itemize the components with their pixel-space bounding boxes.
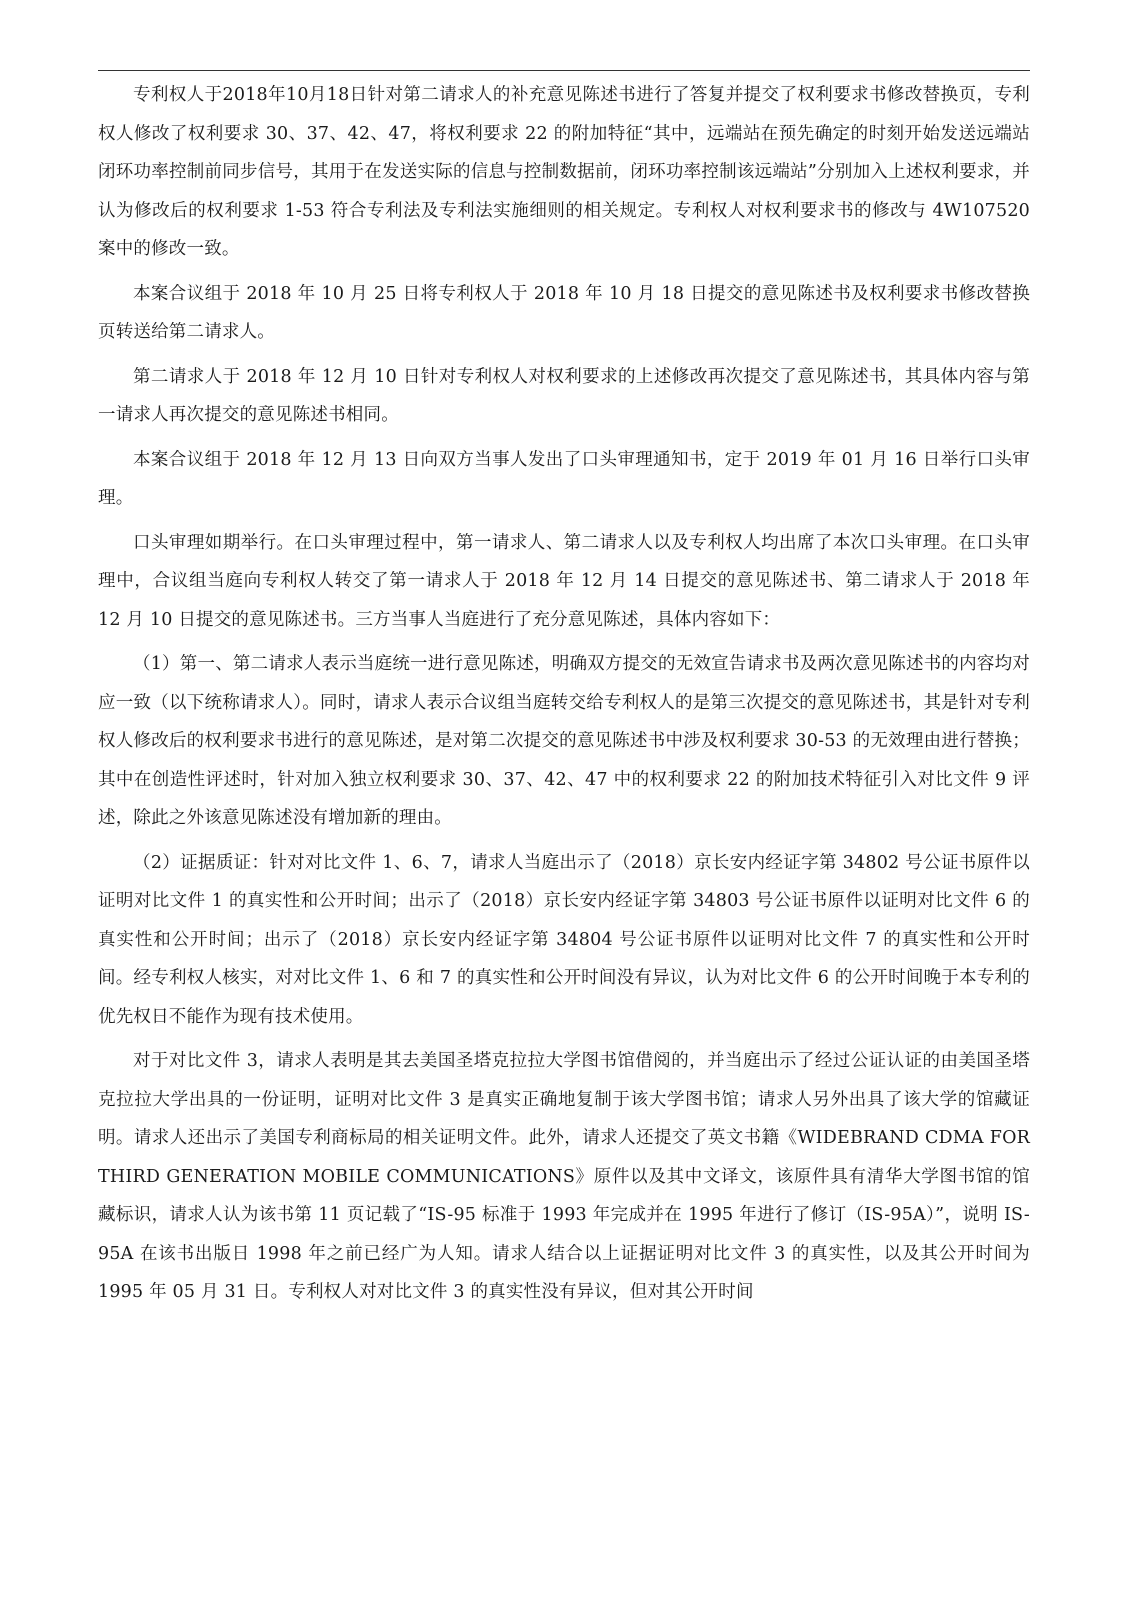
paragraph-claims-amendment: 专利权人于2018年10月18日针对第二请求人的补充意见陈述书进行了答复并提交了权利要求书修改替换页，专利权人修改了权利要求 30、37、42、47，将权利要求 22 的附加特征“其中，远端站在预先确定的时刻开始发送远端站闭环功率控制前同步信号，其用于在发送实际的信息与控制数据前，闭环功率控制该远端站”分别加入上述权利要求，并认为修改后的权利要求 1-53 符合专利法及专利法实施细则的相关规定。专利权人对权利要求书的修改与 4W107520 案中的修改一致。 [98, 85, 1030, 259]
paragraph-forwarding: 本案合议组于 2018 年 10 月 25 日将专利权人于 2018 年 10 月 18 日提交的意见陈述书及权利要求书修改替换页转送给第二请求人。 [98, 283, 1030, 342]
header-rule [98, 70, 1030, 71]
paragraph-oral-hearing: 口头审理如期举行。在口头审理过程中，第一请求人、第二请求人以及专利权人均出席了本次口头审理。在口头审理中，合议组当庭向专利权人转交了第一请求人于 2018 年 12 月 14 日提交的意见陈述书、第二请求人于 2018 年 12 月 10 日提交的意见陈述书。三方当事人当庭进行了充分意见陈述，具体内容如下： [98, 532, 1030, 630]
paragraph-item-1: （1）第一、第二请求人表示当庭统一进行意见陈述，明确双方提交的无效宣告请求书及两次意见陈述书的内容均对应一致（以下统称请求人）。同时，请求人表示合议组当庭转交给专利权人的是第三次提交的意见陈述书，其是针对专利权人修改后的权利要求书进行的意见陈述，是对第二次提交的意见陈述书中涉及权利要求 30-53 的无效理由进行替换；其中在创造性评述时，针对加入独立权利要求 30、37、42、47 中的权利要求 22 的附加技术特征引入对比文件 9 评述，除此之外该意见陈述没有增加新的理由。 [98, 654, 1030, 828]
document-body [98, 76, 1030, 1318]
paragraph-reference-3: 对于对比文件 3，请求人表明是其去美国圣塔克拉拉大学图书馆借阅的，并当庭出示了经过公证认证的由美国圣塔克拉拉大学出具的一份证明，证明对比文件 3 是真实正确地复制于该大学图书馆；请求人另外出具了该大学的馆藏证明。请求人还出示了美国专利商标局的相关证明文件。此外，请求人还提交了英文书籍《WIDEBRAND CDMA FOR THIRD GENERATION MOBILE COMMUNICATIONS》原件以及其中文译文，该原件具有清华大学图书馆的馆藏标识，请求人认为该书第 11 页记载了“IS-95 标准于 1993 年完成并在 1995 年进行了修订（IS-95A）”，说明 IS-95A 在该书出版日 1998 年之前已经广为人知。请求人结合以上证据证明对比文件 3 的真实性，以及其公开时间为 1995 年 05 月 31 日。专利权人对对比文件 3 的真实性没有异议，但对其公开时间 [98, 1051, 1030, 1302]
paragraph-item-2-evidence: （2）证据质证：针对对比文件 1、6、7，请求人当庭出示了（2018）京长安内经证字第 34802 号公证书原件以证明对比文件 1 的真实性和公开时间；出示了（2018）京长安内经证字第 34803 号公证书原件以证明对比文件 6 的真实性和公开时间；出示了（2018）京长安内经证字第 34804 号公证书原件以证明对比文件 7 的真实性和公开时间。经专利权人核实，对对比文件 1、6 和 7 的真实性和公开时间没有异议，认为对比文件 6 的公开时间晚于本专利的优先权日不能作为现有技术使用。 [98, 852, 1030, 1027]
paragraph-oral-hearing-notice: 本案合议组于 2018 年 12 月 13 日向双方当事人发出了口头审理通知书，定于 2019 年 01 月 16 日举行口头审理。 [98, 449, 1030, 508]
paragraph-second-requester-statement: 第二请求人于 2018 年 12 月 10 日针对专利权人对权利要求的上述修改再次提交了意见陈述书，其具体内容与第一请求人再次提交的意见陈述书相同。 [98, 366, 1030, 425]
